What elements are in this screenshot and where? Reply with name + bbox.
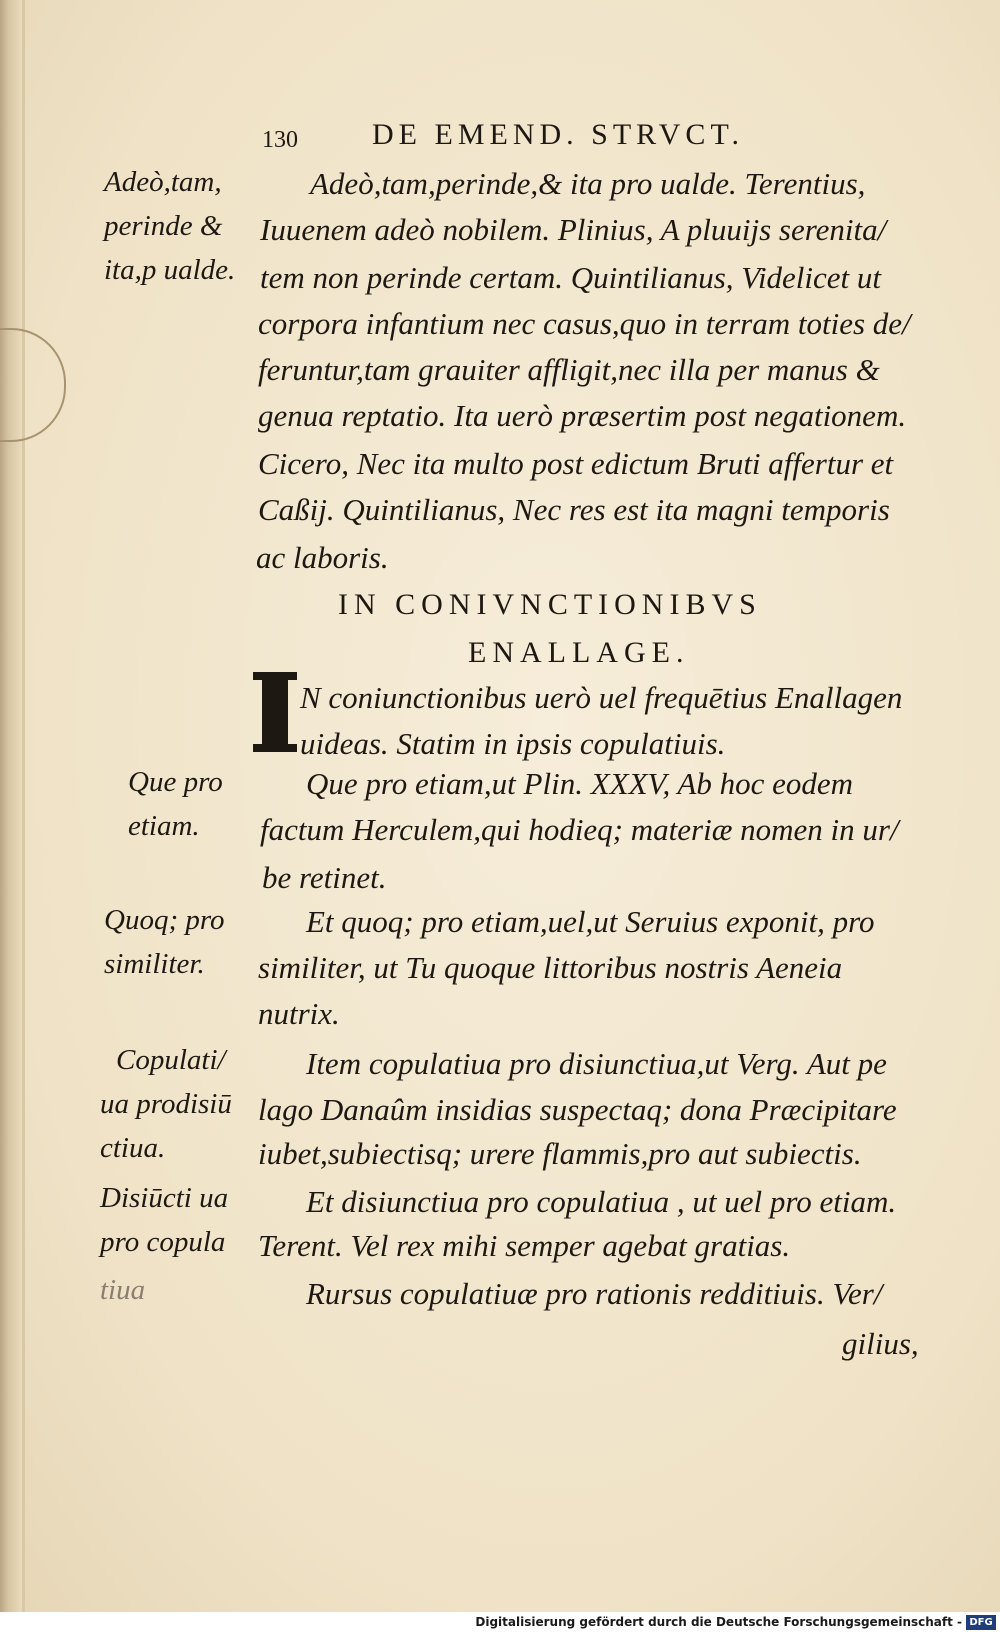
body-line: corpora infantium nec casus,quo in terram toties de/: [258, 306, 911, 341]
body-line: Rursus copulatiuæ pro rationis redditiuis. Ver/: [306, 1276, 883, 1311]
body-line: Cicero, Nec ita multo post edictum Bruti affertur et: [258, 446, 894, 481]
body-line: feruntur,tam grauiter affligit,nec illa per manus &: [258, 352, 880, 387]
body-line: nutrix.: [258, 996, 340, 1031]
margin-note: perinde &: [104, 210, 223, 242]
margin-note: Copulati/: [116, 1044, 226, 1076]
margin-note: ua prodisiū: [100, 1088, 232, 1120]
body-line: Et quoq; pro etiam,uel,ut Seruius exponit, pro: [306, 904, 875, 939]
margin-note: ita,p ualde.: [104, 254, 236, 286]
body-line: Et disiunctiua pro copulatiua , ut uel pro etiam.: [306, 1184, 897, 1219]
margin-note: etiam.: [128, 810, 200, 842]
section-heading-sub: ENALLAGE.: [468, 636, 690, 669]
page-edge: [0, 0, 23, 1612]
body-line: similiter, ut Tu quoque littoribus nostris Aeneia: [258, 950, 843, 985]
drop-cap-initial: [262, 672, 288, 752]
body-line: Caßij. Quintilianus, Nec res est ita magni temporis: [258, 492, 890, 527]
body-line: Item copulatiua pro disiunctiua,ut Verg. Aut pe: [306, 1046, 887, 1081]
section-heading: IN CONIVNCTIONIBVS: [338, 588, 762, 621]
folio-number: 130: [262, 127, 298, 153]
body-line: uideas. Statim in ipsis copulatiuis.: [300, 726, 726, 761]
body-line: Adeò,tam,perinde,& ita pro ualde. Terentius,: [310, 166, 866, 201]
margin-note: pro copula: [100, 1226, 226, 1258]
margin-note: ctiua.: [100, 1132, 166, 1164]
body-line: N coniunctionibus uerò uel frequētius Enallagen: [300, 680, 903, 715]
catchword: gilius,: [842, 1326, 919, 1361]
footer-bar: [0, 1612, 1000, 1634]
body-line: Iuuenem adeò nobilem. Plinius, A pluuijs serenita/: [260, 212, 887, 247]
body-line: factum Herculem,qui hodieq; materiæ nomen in ur/: [260, 812, 899, 847]
margin-note: Que pro: [128, 766, 223, 798]
margin-note: tiua: [100, 1274, 146, 1306]
running-head: DE EMEND. STRVCT.: [372, 118, 745, 151]
body-line: genua reptatio. Ita uerò præsertim post negationem.: [258, 398, 907, 433]
body-line: iubet,subiectisq; urere flammis,pro aut subiectis.: [258, 1136, 862, 1171]
body-line: Terent. Vel rex mihi semper agebat gratias.: [258, 1228, 791, 1263]
body-line: ac laboris.: [256, 540, 389, 575]
margin-note: Adeò,tam,: [104, 166, 222, 198]
gutter-line: [22, 0, 25, 1612]
body-line: be retinet.: [262, 860, 387, 895]
dfg-logo-icon: DFG: [966, 1615, 996, 1630]
margin-note: similiter.: [104, 948, 205, 980]
body-line: lago Danaûm insidias suspectaq; dona Præcipitare: [258, 1092, 897, 1127]
body-line: Que pro etiam,ut Plin. XXXV, Ab hoc eodem: [306, 766, 853, 801]
funding-credit: Digitalisierung gefördert durch die Deutsche Forschungsgemeinschaft -: [475, 1615, 962, 1629]
margin-note: Disiūcti ua: [100, 1182, 229, 1214]
body-line: tem non perinde certam. Quintilianus, Videlicet ut: [260, 260, 882, 295]
margin-note: Quoq; pro: [104, 904, 225, 936]
